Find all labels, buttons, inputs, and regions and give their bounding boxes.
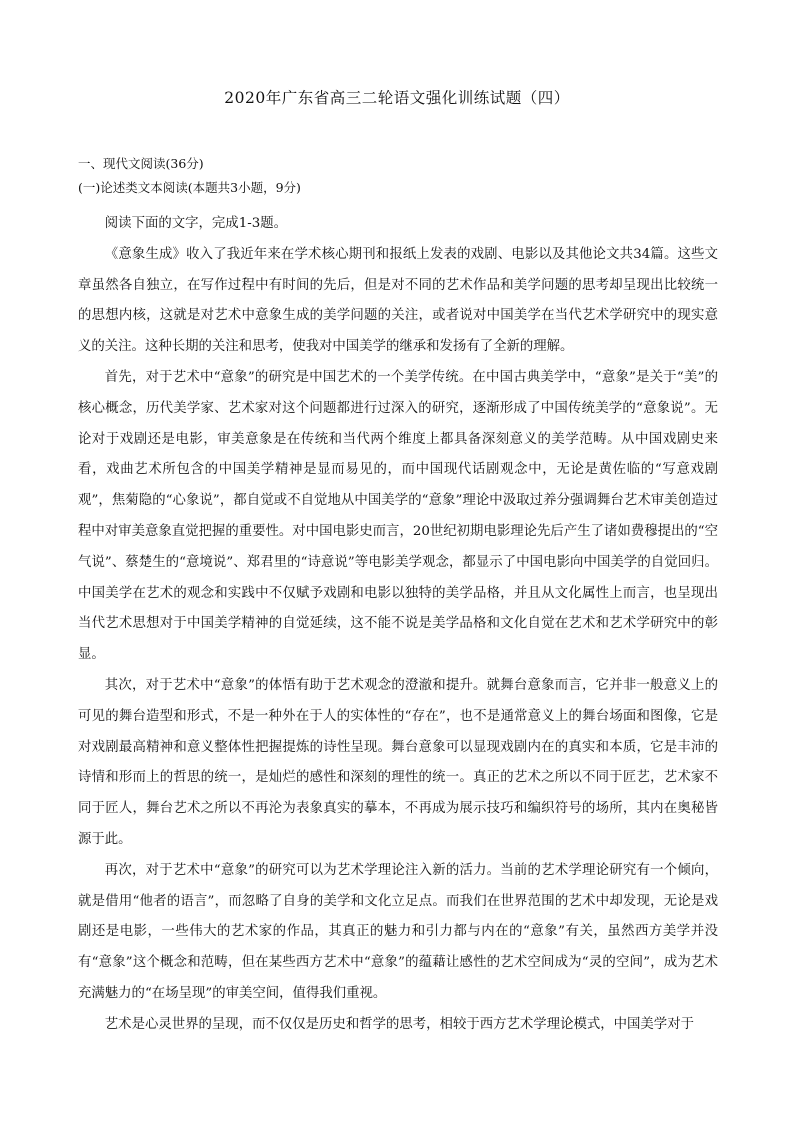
subsection-heading: (一)论述类文本阅读(本题共3小题，9分) [78, 180, 301, 195]
body-paragraph: 其次，对于艺术中“意象”的体悟有助于艺术观念的澄澈和提升。就舞台意象而言，它并非一般意义上的可见的舞台造型和形式，不是一种外在于人的实体性的“存在”，也不是通常意义上的舞台场面和图像，它是对戏剧最高精神和意义整体性把握提炼的诗性呈现。舞台意象可以显现戏剧内在的真实和本质，它是丰沛的诗情和形而上的哲思的统一，是灿烂的感性和深刻的理性的统一。真正的艺术之所以不同于匠艺，艺术家不同于匠人，舞台艺术之所以不再沦为表象真实的摹本，不再成为展示技巧和编织符号的场所，其内在奥秘皆源于此。 [78, 677, 718, 847]
body-paragraph: 《意象生成》收入了我近年来在学术核心期刊和报纸上发表的戏剧、电影以及其他论文共34篇。这些文章虽然各自独立，在写作过程中有时间的先后，但是对不同的艺术作品和美学问题的思考却呈现出比较统一的思想内核，这就是对艺术中意象生成的美学问题的关注，或者说对中国美学在当代艺术学研究中的现实意义的关注。这种长期的关注和思考，使我对中国美学的继承和发扬有了全新的理解。 [78, 246, 718, 355]
body-paragraph: 首先，对于艺术中“意象”的研究是中国艺术的一个美学传统。在中国古典美学中，“意象”是关于“美”的核心概念，历代美学家、艺术家对这个问题都进行过深入的研究，逐渐形成了中国传统美学的“意象说”。无论对于戏剧还是电影，审美意象是在传统和当代两个维度上都具备深刻意义的美学范畴。从中国戏剧史来看，戏曲艺术所包含的中国美学精神是显而易见的，而中国现代话剧观念中，无论是黄佐临的“写意戏剧观”，焦菊隐的“心象说”，都自觉或不自觉地从中国美学的“意象”理论中汲取过养分强调舞台艺术审美创造过程中对审美意象直觉把握的重要性。对中国电影史而言，20世纪初期电影理论先后产生了诸如费穆提出的“空气说”、蔡楚生的“意境说”、郑君里的“诗意说”等电影美学观念，都显示了中国电影向中国美学的自觉回归。中国美学在艺术的观念和实践中不仅赋予戏剧和电影以独特的美学品格，并且从文化属性上而言，也呈现出当代艺术思想对于中国美学精神的自觉延续，这不能不说是美学品格和文化自觉在艺术和艺术学研究中的彰显。 [78, 369, 718, 663]
document-title: 2020年广东省高三二轮语文强化训练试题（四） [224, 89, 570, 107]
section-heading: 一、现代文阅读(36分) [78, 156, 204, 171]
instruction-paragraph: 阅读下面的文字，完成1-3题。 [104, 216, 288, 231]
body-paragraph: 再次，对于艺术中“意象”的研究可以为艺术学理论注入新的活力。当前的艺术学理论研究有一个倾向，就是借用“他者的语言”，而忽略了自身的美学和文化立足点。而我们在世界范围的艺术中却发现，无论是戏剧还是电影，一些伟大的艺术家的作品，其真正的魅力和引力都与内在的“意象”有关，虽然西方美学并没有“意象”这个概念和范畴，但在某些西方艺术中“意象”的蕴藉让感性的艺术空间成为“灵的空间”，成为艺术充满魅力的“在场呈现”的审美空间，值得我们重视。 [78, 862, 718, 1001]
document-body [78, 155, 718, 1041]
body-paragraph: 艺术是心灵世界的呈现，而不仅仅是历史和哲学的思考，相较于西方艺术学理论模式，中国美学对于 [104, 1016, 694, 1032]
